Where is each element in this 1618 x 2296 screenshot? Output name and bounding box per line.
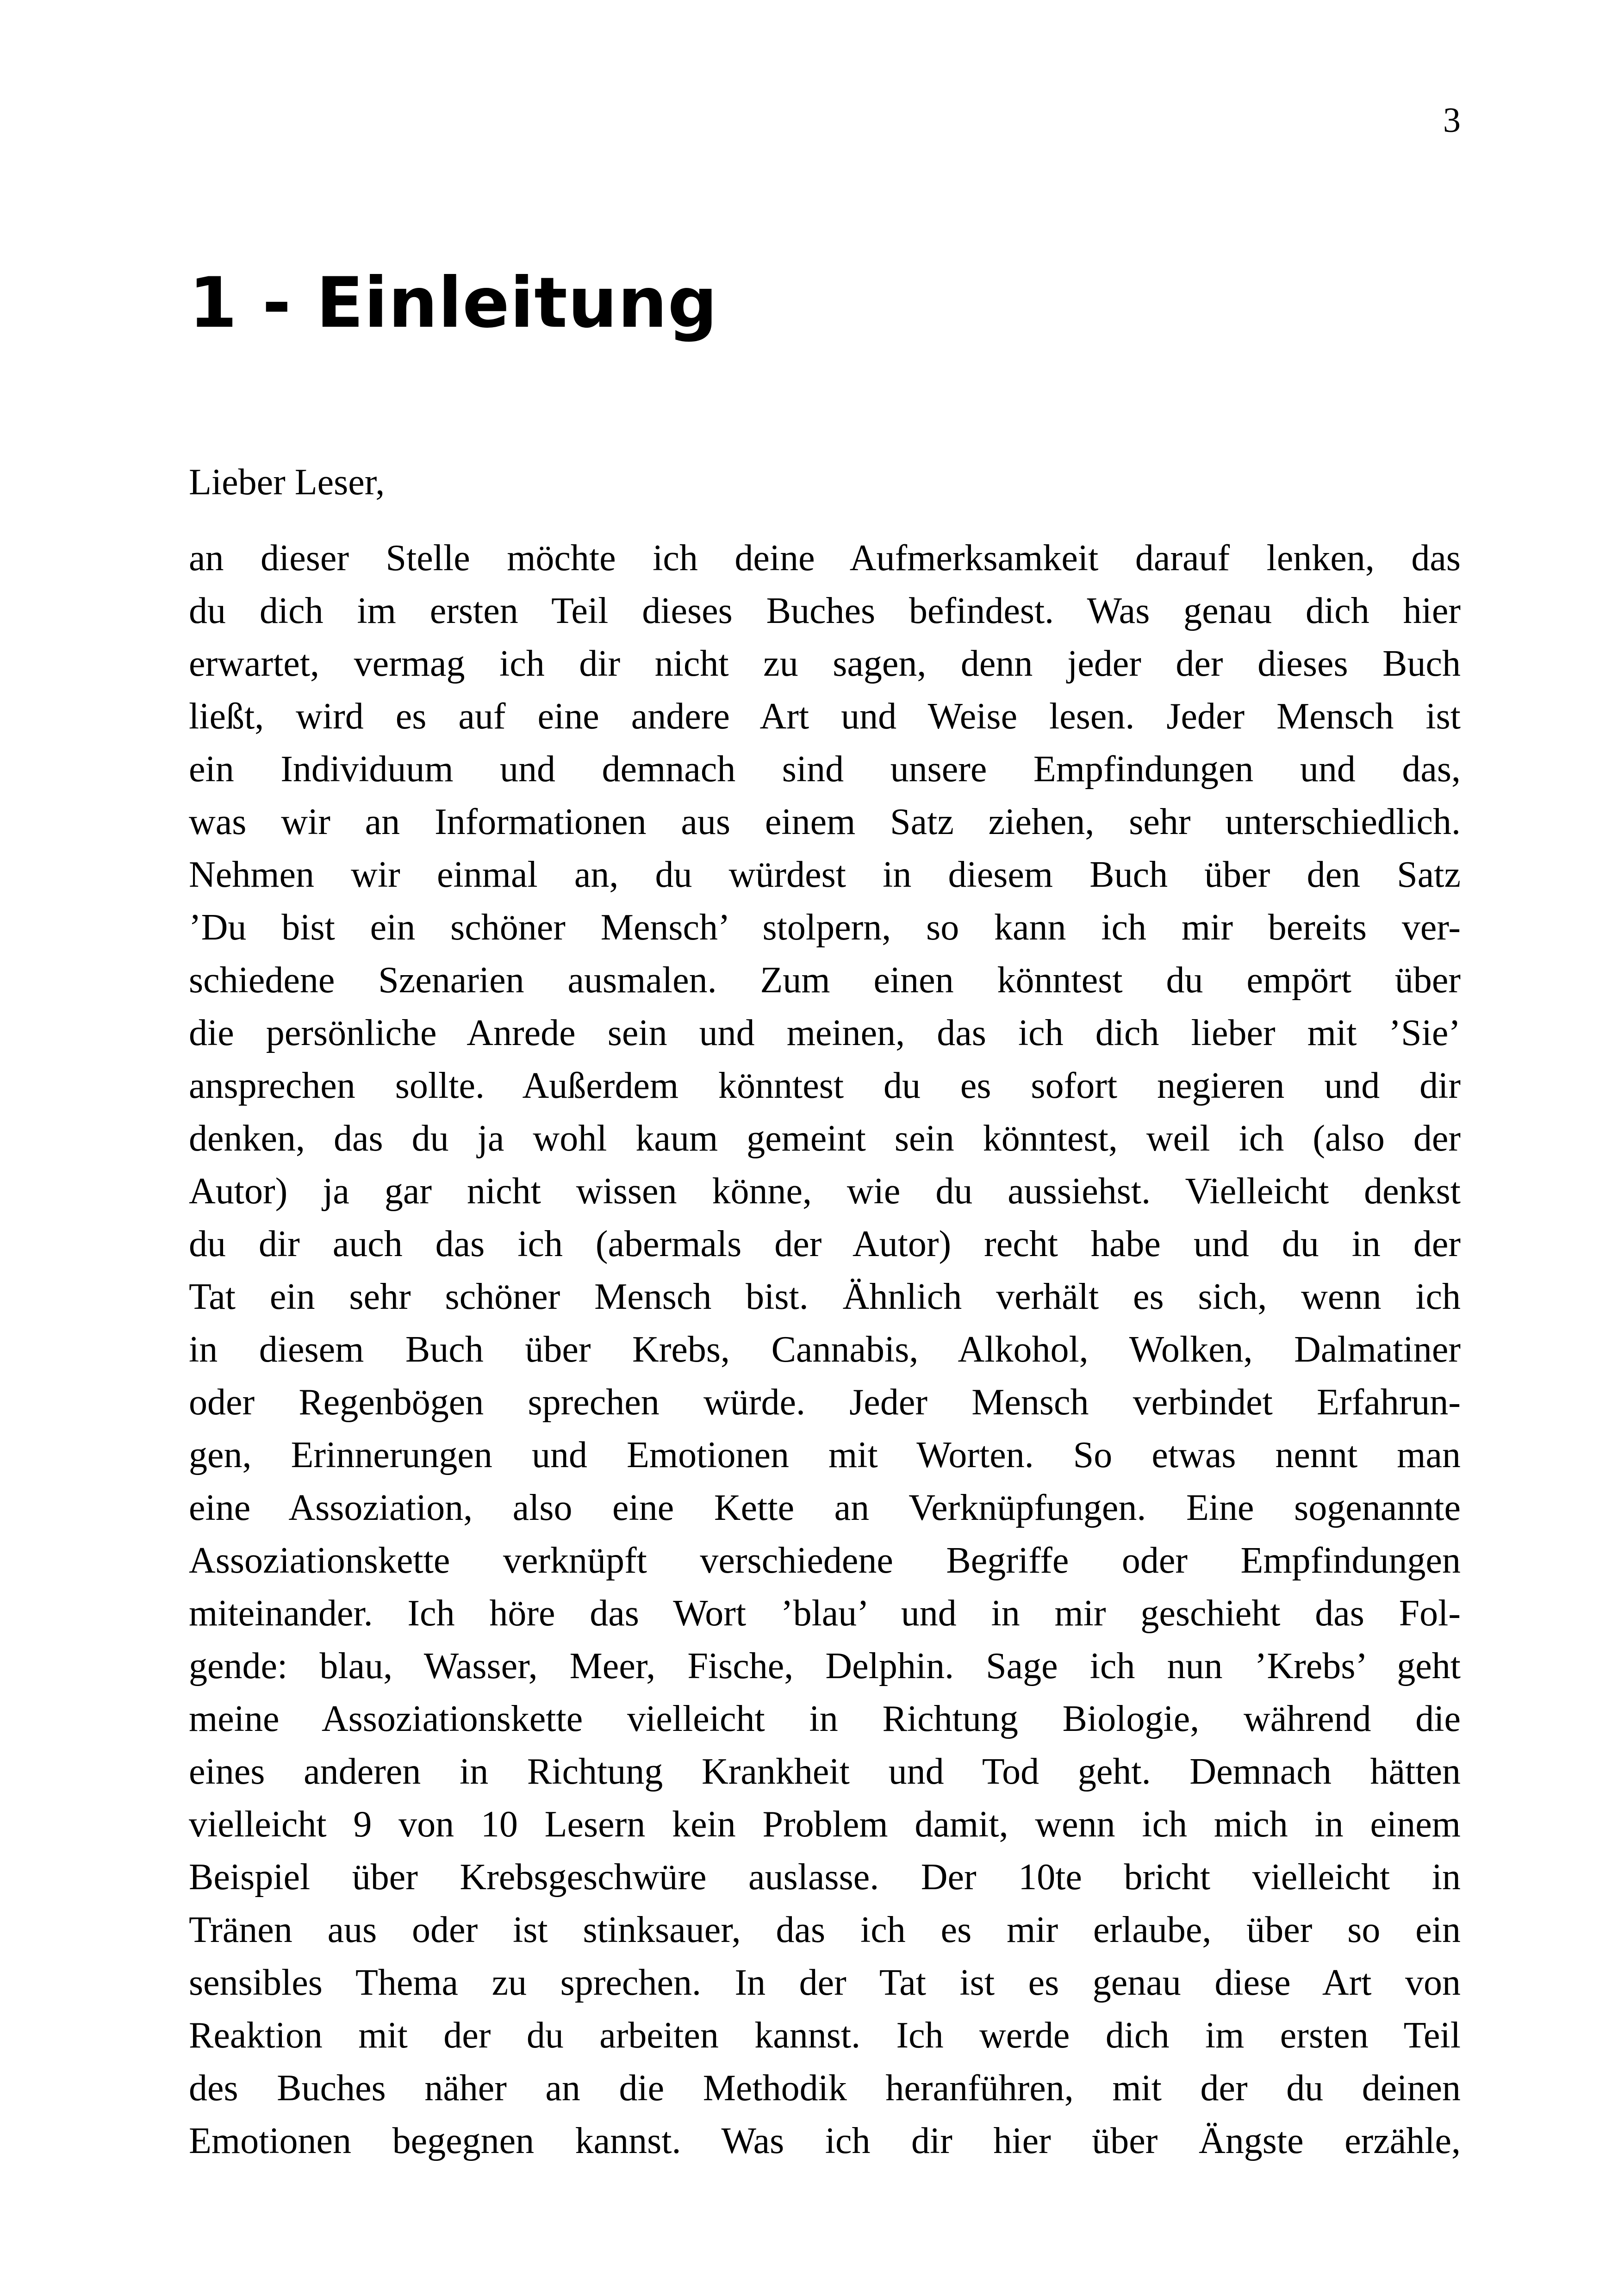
text-line: ’Du bist ein schöner Mensch’ stolpern, so kann ich mir bereits ver- [189, 907, 1461, 948]
text-line: vielleicht 9 von 10 Lesern kein Problem damit, wenn ich mich in einem [189, 1804, 1461, 1845]
text-line: des Buches näher an die Methodik heranführen, mit der du deinen [189, 2068, 1461, 2109]
text-line: denken, das du ja wohl kaum gemeint sein könntest, weil ich (also der [189, 1118, 1461, 1159]
text-line: Autor) ja gar nicht wissen könne, wie du aussiehst. Vielleicht denkst [189, 1171, 1461, 1212]
text-line: schiedene Szenarien ausmalen. Zum einen könntest du empört über [189, 960, 1461, 1001]
text-line: Reaktion mit der du arbeiten kannst. Ich werde dich im ersten Teil [189, 2015, 1461, 2056]
body-paragraph [189, 532, 1461, 2167]
text-line: eines anderen in Richtung Krankheit und Tod geht. Demnach hätten [189, 1751, 1461, 1792]
chapter-heading: 1 - Einleitung [189, 263, 718, 343]
salutation-line: Lieber Leser, [189, 462, 385, 503]
text-line: ließt, wird es auf eine andere Art und Weise lesen. Jeder Mensch ist [189, 696, 1461, 737]
text-line: eine Assoziation, also eine Kette an Verknüpfungen. Eine sogenannte [189, 1487, 1461, 1528]
text-line: meine Assoziationskette vielleicht in Richtung Biologie, während die [189, 1699, 1461, 1739]
text-line: Beispiel über Krebsgeschwüre auslasse. Der 10te bricht vielleicht in [189, 1857, 1461, 1898]
text-line: gen, Erinnerungen und Emotionen mit Worten. So etwas nennt man [189, 1435, 1461, 1475]
text-line: du dich im ersten Teil dieses Buches befindest. Was genau dich hier [189, 591, 1461, 631]
text-line: gende: blau, Wasser, Meer, Fische, Delphin. Sage ich nun ’Krebs’ geht [189, 1646, 1461, 1686]
text-line: ansprechen sollte. Außerdem könntest du es sofort negieren und dir [189, 1065, 1461, 1106]
text-line: Nehmen wir einmal an, du würdest in diesem Buch über den Satz [189, 854, 1461, 895]
text-line: ein Individuum und demnach sind unsere Empfindungen und das, [189, 749, 1461, 790]
text-line: die persönliche Anrede sein und meinen, das ich dich lieber mit ’Sie’ [189, 1013, 1461, 1053]
text-line: du dir auch das ich (abermals der Autor) recht habe und du in der [189, 1224, 1461, 1264]
text-line: was wir an Informationen aus einem Satz ziehen, sehr unterschiedlich. [189, 802, 1461, 842]
text-line: erwartet, vermag ich dir nicht zu sagen, denn jeder der dieses Buch [189, 643, 1461, 684]
text-line: Tränen aus oder ist stinksauer, das ich es mir erlaube, über so ein [189, 1910, 1461, 1950]
text-line: Tat ein sehr schöner Mensch bist. Ähnlich verhält es sich, wenn ich [189, 1276, 1461, 1317]
text-line: Emotionen begegnen kannst. Was ich dir hier über Ängste erzähle, [189, 2121, 1461, 2161]
text-line: oder Regenbögen sprechen würde. Jeder Mensch verbindet Erfahrun- [189, 1382, 1461, 1423]
text-line: in diesem Buch über Krebs, Cannabis, Alkohol, Wolken, Dalmatiner [189, 1329, 1461, 1370]
text-line: sensibles Thema zu sprechen. In der Tat ist es genau diese Art von [189, 1962, 1461, 2003]
text-line: miteinander. Ich höre das Wort ’blau’ und in mir geschieht das Fol- [189, 1593, 1461, 1634]
page-number: 3 [1443, 101, 1461, 140]
text-line: Assoziationskette verknüpft verschiedene Begriffe oder Empfindungen [189, 1540, 1461, 1581]
text-line: an dieser Stelle möchte ich deine Aufmerksamkeit darauf lenken, das [189, 538, 1461, 579]
